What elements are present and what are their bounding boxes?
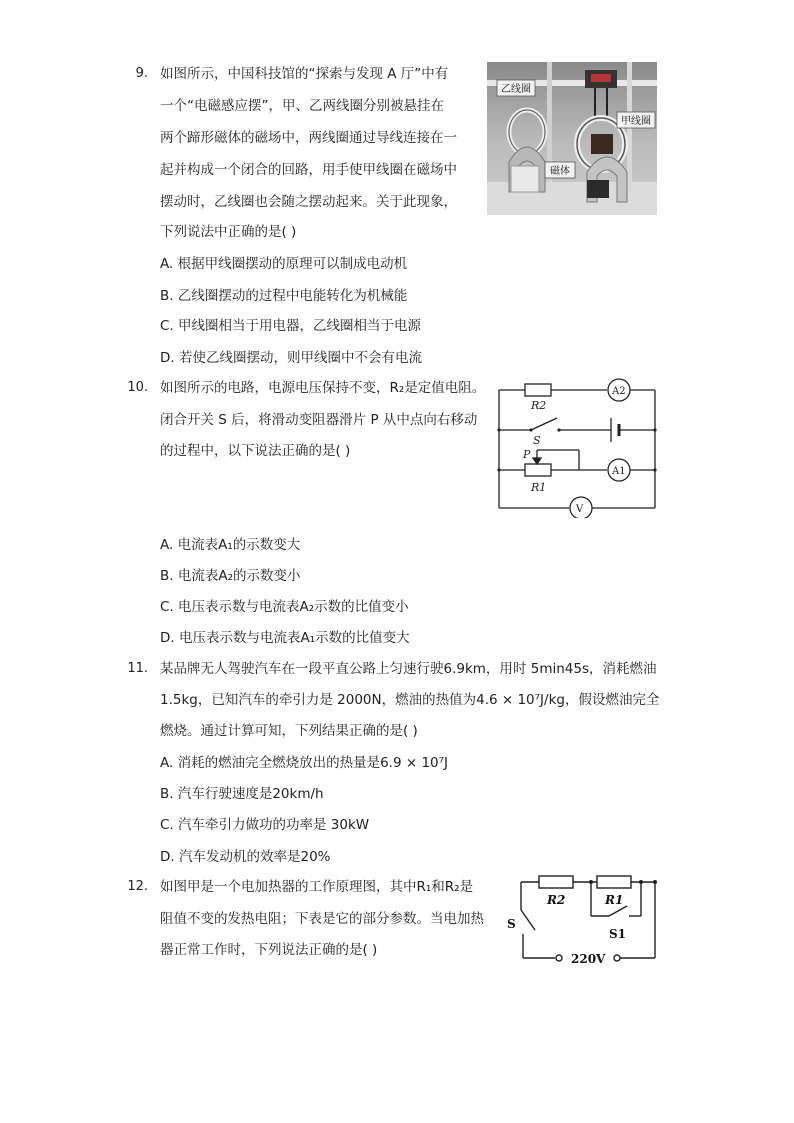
label-r2: R2 [547, 893, 566, 907]
question-text-line: 某品牌无人驾驶汽车在一段平直公路上匀速行驶6.9km，用时 5min45s，消耗燃油 [160, 661, 657, 677]
option-c: C. 电压表示数与电流表A₂示数的比值变小 [160, 599, 409, 615]
question-text-line: 起并构成一个闭合的回路，用手使甲线圈在磁场中 [160, 162, 457, 178]
question-text-line: 闭合开关 S 后，将滑动变阻器滑片 P 从中点向右移动 [160, 412, 478, 428]
option-b: B. 汽车行驶速度是20km/h [160, 786, 324, 802]
question-text-line: 如图甲是一个电加热器的工作原理图，其中R₁和R₂是 [160, 879, 474, 895]
label-s: S [533, 434, 541, 447]
option-a: A. 消耗的燃油完全燃烧放出的热量是6.9 × 10⁷J [160, 755, 449, 771]
label-jia-coil: 甲线圈 [621, 116, 651, 127]
label-a2: A2 [612, 386, 626, 397]
label-r2: R2 [531, 399, 547, 412]
option-d: D. 若使乙线圈摆动，则甲线圈中不会有电流 [160, 350, 422, 366]
question-number: 10. [127, 380, 148, 395]
label-r1: R1 [605, 893, 624, 907]
option-b: B. 乙线圈摆动的过程中电能转化为机械能 [160, 288, 408, 304]
label-p: P [523, 448, 531, 461]
question-text-line: 两个蹄形磁体的磁场中，两线圈通过导线连接在一 [160, 130, 457, 146]
question-text-line: 燃烧。通过计算可知，下列结果正确的是( ) [160, 723, 418, 739]
option-a: A. 电流表A₁的示数变大 [160, 537, 301, 553]
question-number: 9. [135, 66, 148, 81]
label-s: S [507, 917, 516, 931]
question-text-line: 器正常工作时，下列说法正确的是( ) [160, 942, 378, 958]
option-d: D. 汽车发动机的效率是20% [160, 849, 331, 865]
question-text-line: 下列说法中正确的是( ) [160, 224, 297, 240]
label-s1: S1 [609, 927, 627, 941]
option-d: D. 电压表示数与电流表A₁示数的比值变大 [160, 630, 410, 646]
question-text-line: 如图所示的电路，电源电压保持不变，R₂是定值电阻。 [160, 380, 486, 396]
question-text-line: 阻值不变的发热电阻；下表是它的部分参数。当电加热 [160, 911, 484, 927]
option-c: C. 甲线圈相当于用电器，乙线圈相当于电源 [160, 318, 422, 334]
label-v: V [576, 504, 584, 515]
pendulum-photo [487, 62, 657, 215]
circuit-diagram-q12 [505, 870, 665, 970]
option-a: A. 根据甲线圈摆动的原理可以制成电动机 [160, 256, 408, 272]
option-b: B. 电流表A₂的示数变小 [160, 568, 301, 584]
circuit-diagram-q10 [495, 378, 660, 518]
question-text-line: 一个“电磁感应摆”，甲、乙两线圈分别被悬挂在 [160, 98, 444, 114]
question-text-line: 摆动时，乙线圈也会随之摆动起来。关于此现象， [160, 194, 457, 210]
label-voltage: 220V [571, 952, 606, 966]
question-text-line: 1.5kg，已知汽车的牵引力是 2000N，燃油的热值为4.6 × 10⁷J/kg，假设燃油完全 [160, 692, 660, 708]
label-magnet: 磁体 [550, 166, 570, 177]
question-number: 11. [127, 661, 148, 676]
label-a1: A1 [612, 466, 626, 477]
label-r1: R1 [531, 481, 547, 494]
question-text-line: 如图所示，中国科技馆的“探索与发现 A 厅”中有 [160, 66, 449, 82]
option-c: C. 汽车牵引力做功的功率是 30kW [160, 817, 370, 833]
label-yi-coil: 乙线圈 [501, 84, 531, 95]
question-number: 12. [127, 879, 148, 894]
question-text-line: 的过程中，以下说法正确的是( ) [160, 443, 351, 459]
